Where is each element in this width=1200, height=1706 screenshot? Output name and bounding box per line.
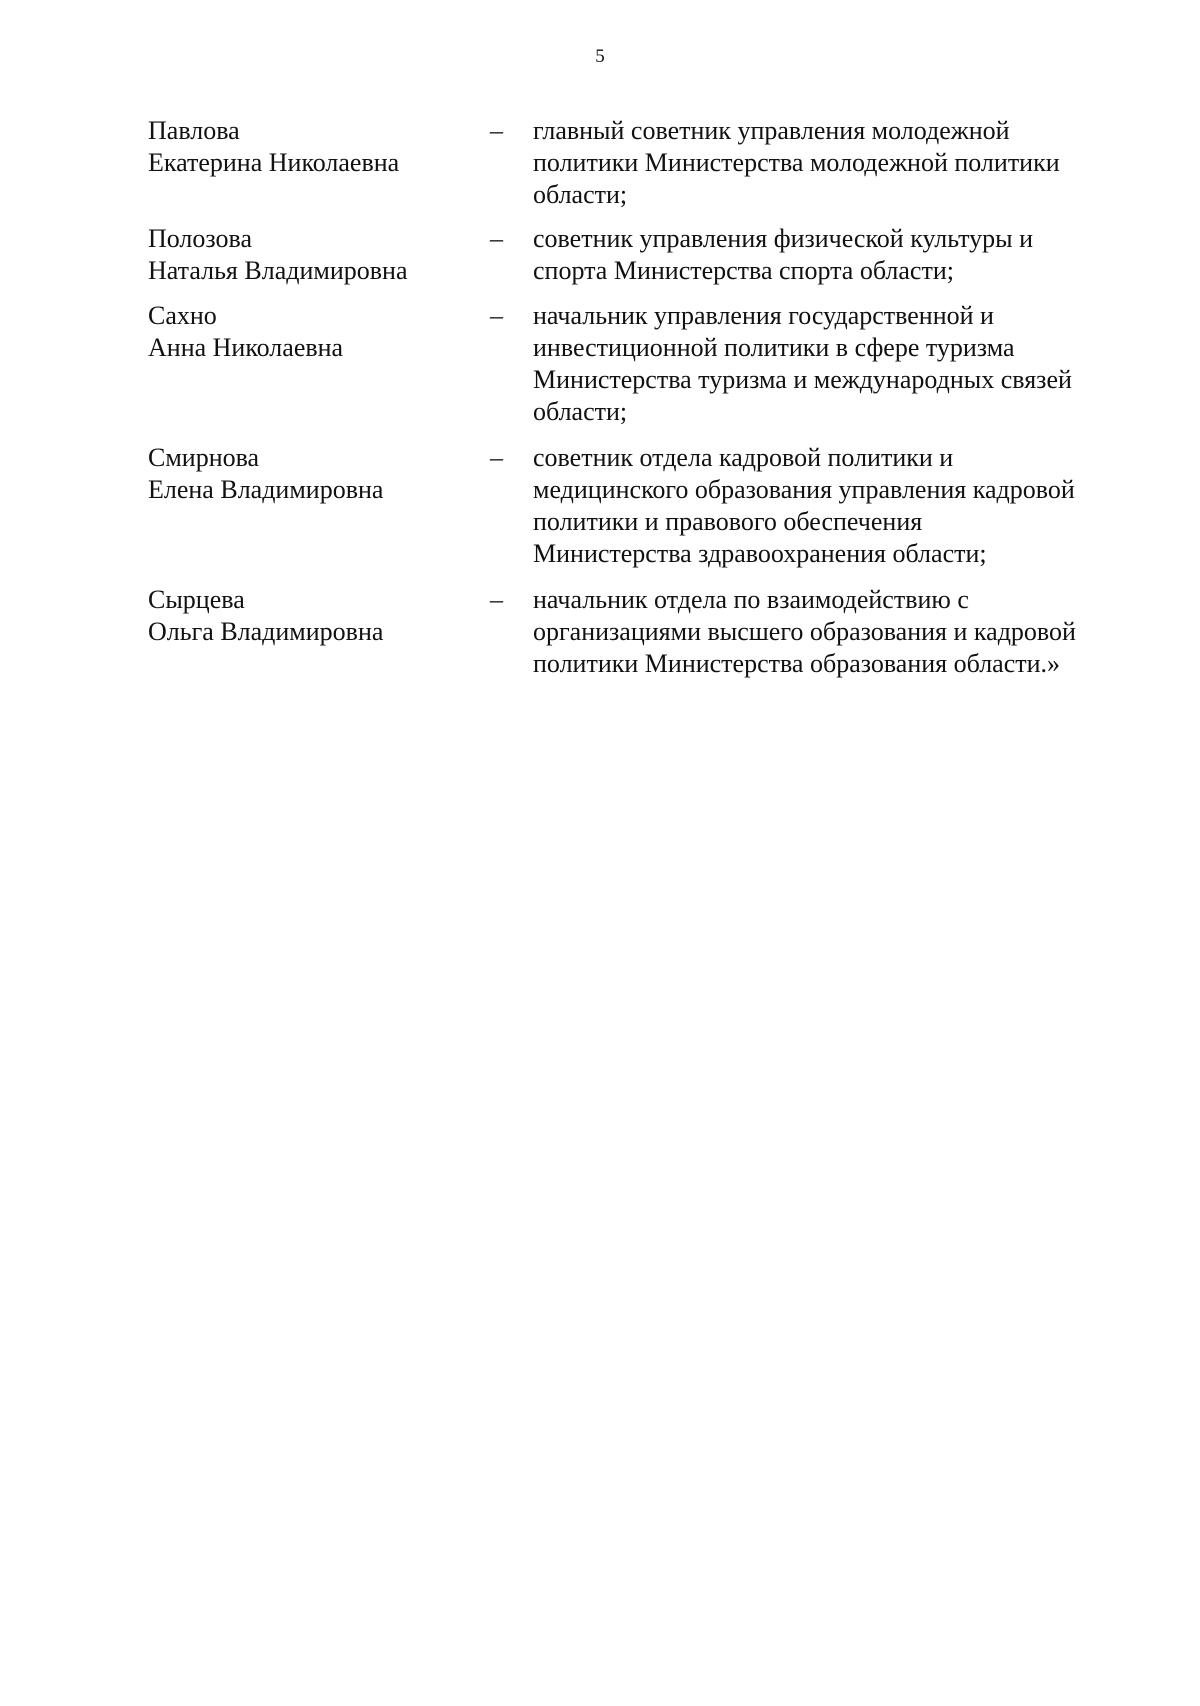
member-entry [0, 584, 1200, 694]
member-entry [0, 300, 1200, 442]
role-line: политики Министерства молодежной политики [533, 148, 1060, 177]
role-line: Министерства здравоохранения области; [533, 539, 987, 568]
dash-separator: – [490, 443, 503, 472]
dash-separator: – [490, 116, 503, 145]
member-given-names: Ольга Владимировна [148, 617, 384, 646]
dash-separator: – [490, 224, 503, 253]
member-role [533, 115, 1143, 211]
role-line: начальник отдела по взаимодействию с [533, 585, 969, 614]
member-name [148, 442, 468, 506]
member-name [148, 300, 468, 364]
role-line: главный советник управления молодежной [533, 116, 1010, 145]
member-given-names: Екатерина Николаевна [148, 148, 400, 177]
dash-separator: – [490, 585, 503, 614]
role-line: области; [533, 180, 628, 209]
member-name [148, 223, 468, 287]
member-role [533, 223, 1143, 287]
member-given-names: Наталья Владимировна [148, 256, 408, 285]
member-name [148, 584, 468, 648]
member-entry [0, 442, 1200, 584]
role-line: области; [533, 397, 628, 426]
member-surname: Сахно [148, 301, 217, 330]
role-line: политики Министерства образования области.» [533, 649, 1061, 678]
member-role [533, 584, 1143, 680]
page-number: 5 [595, 46, 605, 67]
member-entry [0, 115, 1200, 223]
member-list [0, 115, 1200, 694]
member-given-names: Елена Владимировна [148, 475, 384, 504]
role-line: организациями высшего образования и кадровой [533, 617, 1076, 646]
member-role [533, 442, 1143, 570]
role-line: советник отдела кадровой политики и [533, 443, 954, 472]
member-name [148, 115, 468, 179]
role-line: Министерства туризма и международных связей [533, 365, 1072, 394]
member-surname: Смирнова [148, 443, 260, 472]
role-line: советник управления физической культуры и [533, 224, 1034, 253]
role-line: инвестиционной политики в сфере туризма [533, 333, 1015, 362]
role-line: политики и правового обеспечения [533, 507, 923, 536]
member-surname: Павлова [148, 116, 240, 145]
dash-separator: – [490, 301, 503, 330]
role-line: начальник управления государственной и [533, 301, 994, 330]
member-surname: Сырцева [148, 585, 245, 614]
role-line: медицинского образования управления кадровой [533, 475, 1075, 504]
member-given-names: Анна Николаевна [148, 333, 344, 362]
member-entry [0, 223, 1200, 300]
member-role [533, 300, 1143, 428]
role-line: спорта Министерства спорта области; [533, 256, 954, 285]
member-surname: Полозова [148, 224, 252, 253]
